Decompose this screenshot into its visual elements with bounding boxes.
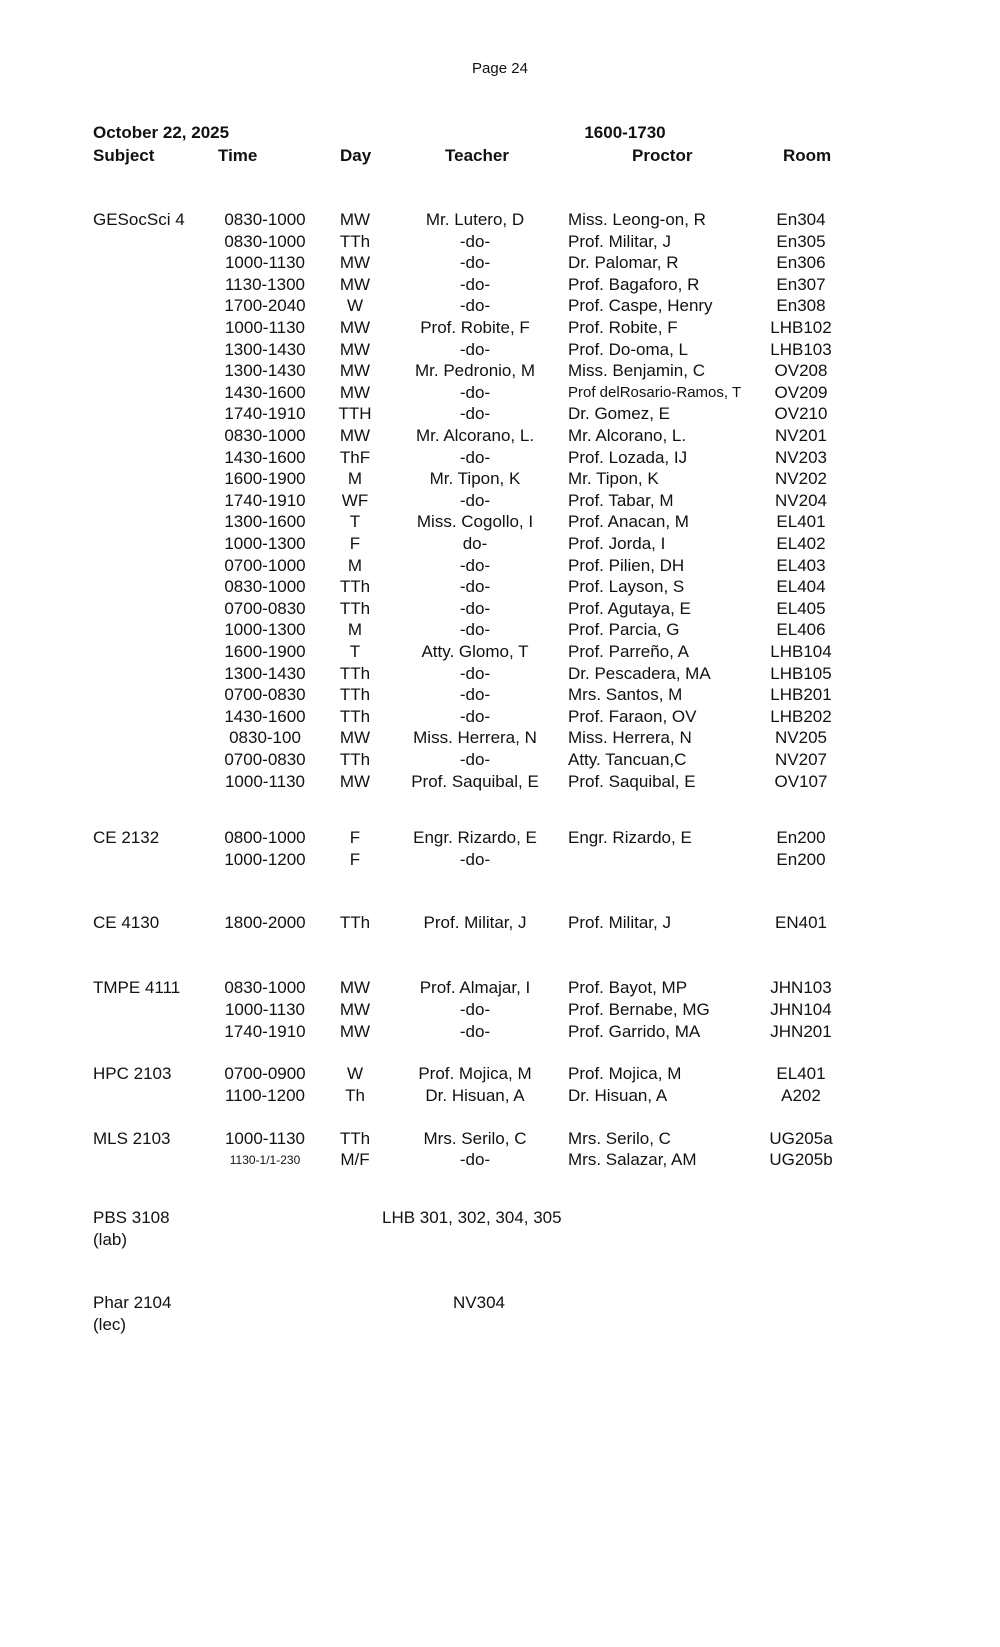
time-cell: 1130-1300 (224, 274, 306, 294)
teacher-cell: -do- (459, 663, 491, 683)
day-cell: MW (339, 361, 371, 381)
teacher-cell: -do- (459, 274, 491, 294)
time-cell: 1600-1900 (224, 469, 306, 489)
day-cell: M (347, 469, 363, 489)
room-cell: EL406 (776, 620, 826, 640)
subject-cell: MLS 2103 (93, 1129, 171, 1148)
time-cell: 0700-1000 (224, 555, 306, 575)
day-cell: MW (339, 426, 371, 445)
proctor-cell: Prof. Pilien, DH (568, 555, 685, 575)
time-cell: 0830-1000 (224, 231, 306, 251)
day-cell: TTh (339, 913, 371, 932)
proctor-cell: Mrs. Serilo, C (568, 1129, 671, 1148)
room-cell: En307 (776, 274, 826, 294)
room-cell: NV205 (775, 728, 827, 748)
room-cell: OV208 (774, 361, 828, 381)
proctor-cell: Prof. Jorda, I (568, 534, 666, 553)
teacher-cell: -do- (459, 577, 491, 597)
teacher-cell: -do- (459, 339, 491, 359)
proctor-cell: Prof. Bagaforo, R (568, 274, 700, 294)
column-header-proctor: Proctor (632, 146, 693, 165)
subject-cell: CE 4130 (93, 913, 160, 932)
teacher-cell: -do- (459, 1000, 491, 1019)
room-cell: EL404 (776, 577, 826, 597)
room-cell: NV202 (775, 469, 827, 489)
proctor-cell: Prof. Bernabe, MG (568, 1000, 710, 1019)
exam-time-slot: 1600-1730 (584, 123, 666, 142)
proctor-cell: Miss. Herrera, N (568, 728, 692, 748)
proctor-cell: Prof. Do-oma, L (568, 339, 688, 359)
time-cell: 1600-1900 (224, 642, 306, 661)
room-cell: LHB202 (770, 706, 832, 726)
teacher-cell: Miss. Herrera, N (413, 728, 537, 748)
day-cell: F (349, 534, 361, 553)
room-cell: NV204 (775, 490, 827, 510)
proctor-cell: Dr. Pescadera, MA (568, 663, 711, 683)
day-cell: T (349, 642, 361, 661)
room-cell: En305 (776, 231, 826, 251)
time-cell: 1430-1600 (224, 382, 306, 402)
teacher-cell: -do- (459, 490, 491, 510)
note-subject: Phar 2104 (93, 1293, 172, 1312)
room-cell: En306 (776, 253, 826, 273)
room-cell: En200 (776, 828, 826, 847)
proctor-cell: Prof. Faraon, OV (568, 706, 697, 726)
proctor-cell: Prof. Robite, F (568, 318, 678, 337)
proctor-cell: Miss. Leong-on, R (568, 210, 706, 229)
day-cell: MW (339, 274, 371, 294)
time-cell: 1000-1130 (224, 1129, 306, 1148)
teacher-cell: Prof. Mojica, M (418, 1064, 532, 1083)
day-cell: F (349, 850, 361, 869)
proctor-cell: Prof. Caspe, Henry (568, 296, 713, 316)
time-cell: 1100-1200 (224, 1086, 306, 1105)
time-cell: 1000-1300 (224, 534, 306, 553)
time-cell: 1740-1910 (224, 404, 306, 424)
time-cell: 1000-1200 (224, 850, 306, 869)
time-cell: 0700-0830 (224, 598, 306, 618)
day-cell: W (346, 296, 364, 316)
teacher-cell: Mr. Lutero, D (425, 210, 525, 229)
teacher-cell: Atty. Glomo, T (421, 642, 529, 661)
column-header-day: Day (340, 146, 372, 165)
proctor-cell: Mr. Tipon, K (568, 469, 659, 489)
teacher-cell: Prof. Almajar, I (419, 978, 531, 997)
proctor-cell: Prof. Parreño, A (568, 642, 689, 661)
time-cell: 0830-1000 (224, 978, 306, 997)
proctor-cell: Prof. Bayot, MP (568, 978, 688, 997)
day-cell: TTh (339, 598, 371, 618)
time-cell: 0830-100 (229, 728, 301, 748)
day-cell: M (347, 620, 363, 640)
teacher-cell: -do- (459, 706, 491, 726)
time-cell: 1430-1600 (224, 447, 306, 467)
day-cell: MW (339, 1000, 371, 1019)
teacher-cell: Prof. Robite, F (420, 318, 530, 337)
room-cell: UG205a (769, 1129, 833, 1148)
proctor-cell: Atty. Tancuan,C (568, 750, 687, 769)
teacher-cell: -do- (459, 685, 491, 705)
time-cell: 1130-1/1-230 (229, 1153, 301, 1167)
proctor-cell: Engr. Rizardo, E (568, 828, 692, 847)
room-cell: EL401 (776, 1064, 826, 1083)
time-cell: 1740-1910 (224, 1022, 306, 1041)
teacher-cell: -do- (459, 1150, 491, 1169)
day-cell: TTh (339, 663, 371, 683)
teacher-cell: Miss. Cogollo, I (416, 512, 534, 532)
proctor-cell: Prof. Layson, S (568, 577, 685, 597)
teacher-cell: Mr. Tipon, K (429, 469, 521, 489)
day-cell: MW (339, 210, 371, 229)
proctor-cell: Prof. Agutaya, E (568, 598, 691, 618)
subject-cell: TMPE 4111 (93, 978, 181, 997)
proctor-cell: Prof. Militar, J (568, 913, 671, 932)
time-cell: 0830-1000 (224, 426, 306, 445)
proctor-cell: Prof. Parcia, G (568, 620, 680, 640)
room-cell: JHN201 (770, 1022, 832, 1041)
proctor-cell: Prof. Garrido, MA (568, 1022, 701, 1041)
day-cell: WF (341, 490, 369, 510)
room-cell: JHN103 (770, 978, 832, 997)
teacher-cell: Mrs. Serilo, C (423, 1129, 527, 1148)
day-cell: ThF (339, 447, 371, 467)
day-cell: MW (339, 253, 371, 273)
teacher-cell: -do- (459, 750, 491, 769)
room-cell: EL401 (776, 512, 826, 532)
proctor-cell: Mrs. Santos, M (568, 685, 683, 705)
teacher-cell: -do- (459, 231, 491, 251)
column-header-teacher: Teacher (445, 146, 509, 165)
time-cell: 1300-1430 (224, 361, 306, 381)
day-cell: F (349, 828, 361, 847)
day-cell: MW (339, 339, 371, 359)
page-number: Page 24 (472, 60, 528, 77)
column-header-room: Room (783, 146, 832, 165)
room-cell: LHB102 (770, 318, 832, 337)
time-cell: 0700-0830 (224, 685, 306, 705)
time-cell: 1800-2000 (224, 913, 306, 932)
exam-date: October 22, 2025 (93, 123, 230, 142)
room-cell: NV201 (775, 426, 827, 445)
room-cell: UG205b (769, 1150, 833, 1169)
proctor-cell: Dr. Palomar, R (568, 253, 679, 273)
proctor-cell: Prof. Anacan, M (568, 512, 689, 532)
day-cell: T (349, 512, 361, 532)
teacher-cell: -do- (459, 620, 491, 640)
room-cell: LHB201 (770, 685, 832, 705)
teacher-cell: -do- (459, 253, 491, 273)
room-cell: LHB104 (770, 642, 832, 661)
time-cell: 0700-0830 (224, 750, 306, 769)
day-cell: MW (339, 978, 371, 997)
room-cell: OV209 (774, 382, 828, 402)
day-cell: TTh (339, 231, 371, 251)
teacher-cell: Prof. Militar, J (423, 913, 527, 932)
day-cell: MW (339, 382, 371, 402)
day-cell: TTh (339, 706, 371, 726)
room-cell: OV107 (774, 771, 828, 791)
teacher-cell: Dr. Hisuan, A (425, 1086, 525, 1105)
subject-cell: GESocSci 4 (93, 210, 185, 229)
room-cell: NV207 (775, 750, 827, 769)
time-cell: 1300-1430 (224, 663, 306, 683)
time-cell: 1000-1130 (224, 1000, 306, 1019)
room-cell: LHB103 (770, 339, 832, 359)
room-cell: EL403 (776, 555, 826, 575)
day-cell: TTh (339, 750, 371, 769)
proctor-cell: Prof. Mojica, M (568, 1064, 682, 1083)
proctor-cell: Prof. Tabar, M (568, 490, 674, 510)
day-cell: TTH (338, 404, 372, 424)
teacher-cell: Engr. Rizardo, E (413, 828, 537, 847)
room-cell: EL405 (776, 598, 826, 618)
teacher-cell: -do- (459, 404, 491, 424)
teacher-cell: do- (462, 534, 488, 553)
room-cell: En308 (776, 296, 826, 316)
proctor-cell: Mrs. Salazar, AM (568, 1150, 697, 1169)
day-cell: TTh (339, 1129, 371, 1148)
day-cell: TTh (339, 685, 371, 705)
room-cell: LHB105 (770, 663, 832, 683)
proctor-cell: Prof. Saquibal, E (568, 771, 696, 791)
day-cell: M (347, 555, 363, 575)
teacher-cell: -do- (459, 850, 491, 869)
column-header-subject: Subject (93, 146, 155, 165)
subject-cell: HPC 2103 (93, 1064, 172, 1083)
note-rooms: LHB 301, 302, 304, 305 (382, 1208, 562, 1227)
proctor-cell: Prof. Militar, J (568, 231, 671, 251)
room-cell: EN401 (775, 913, 827, 932)
proctor-cell: Mr. Alcorano, L. (568, 426, 687, 445)
time-cell: 1300-1600 (224, 512, 306, 532)
day-cell: Th (345, 1086, 365, 1105)
proctor-cell: Prof delRosario-Ramos, T (568, 383, 742, 401)
note-subtitle: (lec) (93, 1315, 127, 1334)
day-cell: M/F (340, 1150, 370, 1169)
proctor-cell: Prof. Lozada, IJ (568, 447, 688, 467)
note-subject: PBS 3108 (93, 1208, 170, 1227)
teacher-cell: -do- (459, 447, 491, 467)
column-header-time: Time (218, 146, 258, 165)
teacher-cell: Prof. Saquibal, E (411, 771, 539, 791)
note-subtitle: (lab) (93, 1230, 128, 1249)
proctor-cell: Dr. Hisuan, A (568, 1086, 668, 1105)
room-cell: En304 (776, 210, 826, 229)
day-cell: TTh (339, 577, 371, 597)
time-cell: 1300-1430 (224, 339, 306, 359)
room-cell: NV203 (775, 447, 827, 467)
proctor-cell: Dr. Gomez, E (568, 404, 671, 424)
subject-cell: CE 2132 (93, 828, 160, 847)
time-cell: 0700-0900 (224, 1064, 306, 1083)
note-rooms: NV304 (453, 1293, 505, 1312)
room-cell: EL402 (776, 534, 826, 553)
teacher-cell: -do- (459, 382, 491, 402)
time-cell: 1000-1300 (224, 620, 306, 640)
time-cell: 1000-1130 (224, 253, 306, 273)
room-cell: A202 (781, 1086, 821, 1105)
teacher-cell: Mr. Pedronio, M (415, 361, 535, 381)
teacher-cell: -do- (459, 555, 491, 575)
time-cell: 1430-1600 (224, 706, 306, 726)
room-cell: OV210 (774, 404, 828, 424)
teacher-cell: Mr. Alcorano, L. (415, 426, 535, 445)
proctor-cell: Miss. Benjamin, C (568, 361, 705, 381)
day-cell: MW (339, 1022, 371, 1041)
room-cell: En200 (776, 850, 826, 869)
teacher-cell: -do- (459, 598, 491, 618)
time-cell: 1740-1910 (224, 490, 306, 510)
time-cell: 1000-1130 (224, 771, 306, 791)
time-cell: 1000-1130 (224, 318, 306, 337)
room-cell: JHN104 (770, 1000, 832, 1019)
time-cell: 0830-1000 (224, 210, 306, 229)
day-cell: W (346, 1064, 364, 1083)
teacher-cell: -do- (459, 296, 491, 316)
teacher-cell: -do- (459, 1022, 491, 1041)
time-cell: 0800-1000 (224, 828, 306, 847)
time-cell: 0830-1000 (224, 577, 306, 597)
day-cell: MW (339, 728, 371, 748)
day-cell: MW (339, 318, 371, 337)
time-cell: 1700-2040 (224, 296, 306, 316)
day-cell: MW (339, 771, 371, 791)
